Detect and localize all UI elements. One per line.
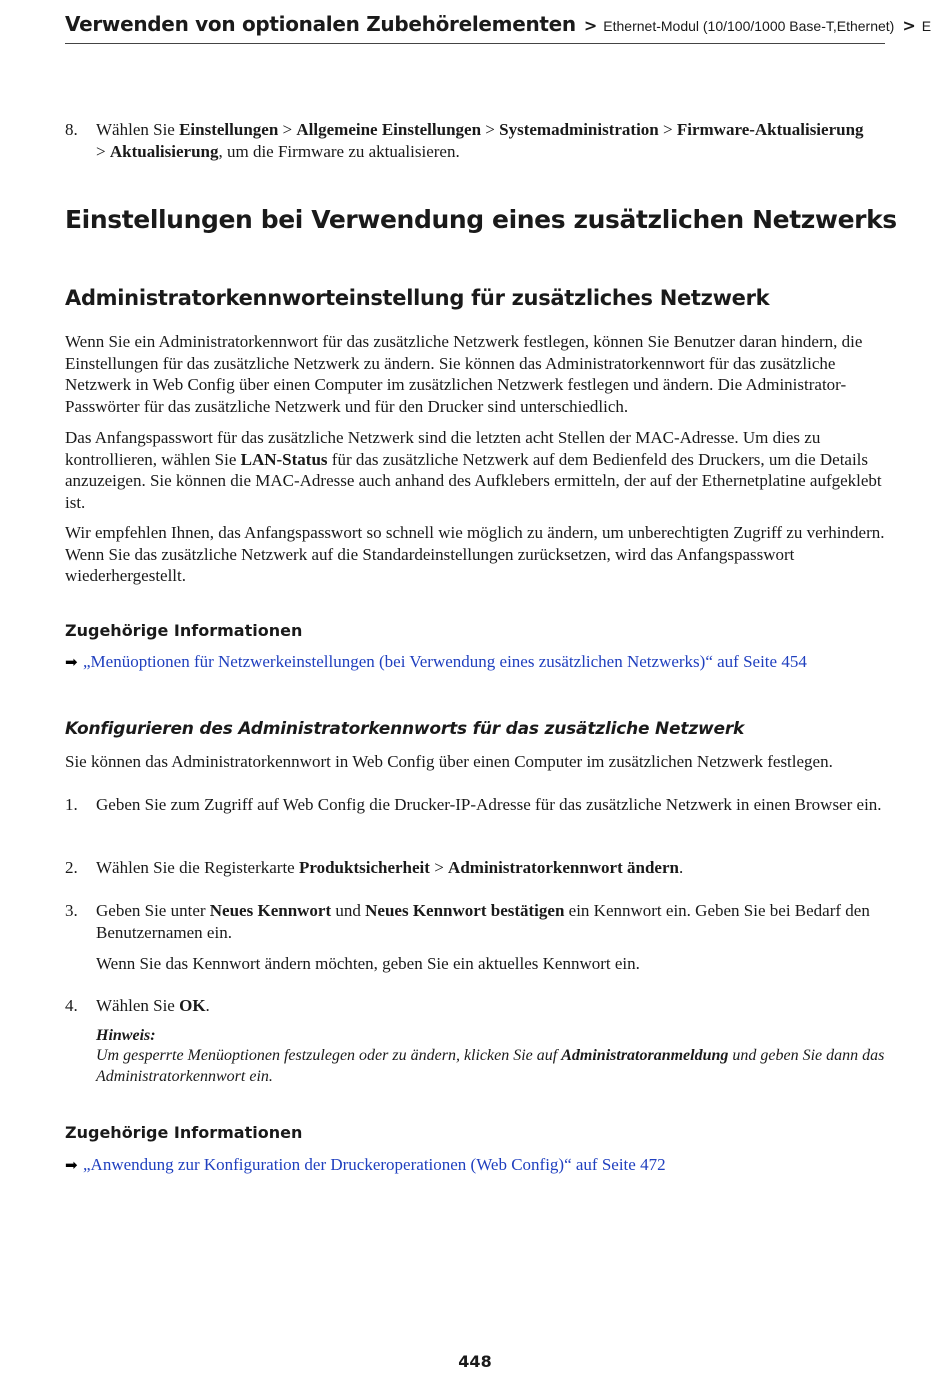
step-text xyxy=(96,995,885,1017)
field-name: Neues Kennwort xyxy=(209,901,332,920)
text: > xyxy=(278,120,297,139)
menu-path: Aktualisierung xyxy=(109,141,219,161)
step-number: 4. xyxy=(65,996,78,1015)
text: > xyxy=(429,858,449,877)
related-info-heading: Zugehörige Informationen xyxy=(65,621,303,640)
related-info-heading: Zugehörige Informationen xyxy=(65,1123,303,1142)
text: > xyxy=(96,141,110,161)
subsection-title: Administratorkennworteinstellung für zusätzliches Netzwerk xyxy=(65,286,770,310)
page-number: 448 xyxy=(458,1352,492,1371)
text: > xyxy=(658,120,677,139)
step-4 xyxy=(65,995,885,1017)
step-number: 8. xyxy=(65,120,78,139)
step-text xyxy=(96,857,885,879)
breadcrumb-separator: > xyxy=(583,16,598,35)
text: ein Kennwort ein. Geben Sie bei Bedarf den Benutzernamen ein. xyxy=(96,901,870,942)
breadcrumb-item[interactable]: Ethernet-Modul (10/100/1000 Base-T,Ethernet) xyxy=(603,18,895,34)
text: . xyxy=(205,996,210,1015)
running-header xyxy=(65,12,932,44)
step-text xyxy=(96,119,885,162)
step-8 xyxy=(65,119,885,163)
text: Wählen Sie xyxy=(96,996,180,1015)
paragraph: Wir empfehlen Ihnen, das Anfangspasswort so schnell wie möglich zu ändern, um unberechtigten Zugriff zu verhindern. Wenn Sie das zusätzliche Netzwerk auf die Standardeinstellungen zurücksetzen, wird das Anfangspasswort wiederhergestellt. xyxy=(65,523,885,585)
header-title: Verwenden von optionalen Zubehörelementen xyxy=(65,12,576,36)
text: und geben Sie dann das Administratorkennwort ein. xyxy=(96,1047,885,1085)
text: für das zusätzliche Netzwerk auf dem Bedienfeld des Druckers, um die Details anzuzeigen. Sie können die MAC-Adresse auch anhand des Aufklebers ermitteln, der auf der Ethernetplatine aufgeklebt ist. xyxy=(65,449,882,512)
field-name: Neues Kennwort bestätigen xyxy=(365,901,565,920)
paragraph: Sie können das Administratorkennwort in Web Config über einen Computer im zusätzlichen Netzwerk festlegen. xyxy=(65,752,833,771)
menu-path: Administratorkennwort ändern xyxy=(448,858,679,877)
section-title: Einstellungen bei Verwendung eines zusätzlichen Netzwerks xyxy=(65,205,897,234)
step-number: 1. xyxy=(65,795,78,814)
menu-path: Produktsicherheit xyxy=(298,858,430,877)
text: > xyxy=(481,120,500,139)
step-text: Geben Sie zum Zugriff auf Web Config die Drucker-IP-Adresse für das zusätzliche Netzwerk in einen Browser ein. xyxy=(96,795,882,814)
text: Wählen Sie xyxy=(96,120,180,139)
related-link[interactable]: „Anwendung zur Konfiguration der Druckeroperationen (Web Config)“ auf Seite 472 xyxy=(83,1155,666,1174)
related-link[interactable]: „Menüoptionen für Netzwerkeinstellungen (bei Verwendung eines zusätzlichen Netzwerks)“ auf Seite 454 xyxy=(83,652,807,671)
arrow-right-icon: ➡ xyxy=(65,653,78,671)
arrow-right-icon: ➡ xyxy=(65,1156,78,1174)
step-subtext: Wenn Sie das Kennwort ändern möchten, geben Sie ein aktuelles Kennwort ein. xyxy=(96,954,640,973)
menu-path: Allgemeine Einstellungen xyxy=(296,120,482,139)
menu-path: Einstellungen xyxy=(179,120,279,139)
text: , um die Firmware zu aktualisieren. xyxy=(218,141,460,161)
menu-path: Administratoranmeldung xyxy=(561,1047,729,1064)
step-1 xyxy=(65,794,885,838)
step-2 xyxy=(65,857,885,879)
paragraph: Wenn Sie ein Administratorkennwort für das zusätzliche Netzwerk festlegen, können Sie Benutzer daran hindern, die Einstellungen für das zusätzliche Netzwerk zu ändern. Sie können das Administratorkennwort für das zusätzliche Netzwerk in Web Config über einen Computer im zusätzlichen Netzwerk festlegen und ändern. Die Administrator-Passwörter für das zusätzliche Netzwerk und für den Drucker sind unterschiedlich. xyxy=(65,332,863,416)
text: . xyxy=(678,858,684,877)
breadcrumb-item[interactable]: E xyxy=(921,18,932,34)
paragraph xyxy=(65,427,885,513)
step-number: 3. xyxy=(65,901,78,920)
related-link-row xyxy=(65,651,885,673)
step-text xyxy=(96,900,885,943)
step-3 xyxy=(65,900,885,980)
menu-path: Systemadministration xyxy=(499,120,659,139)
text: und xyxy=(331,901,366,920)
subsection-title: Konfigurieren des Administratorkennworts für das zusätzliche Netzwerk xyxy=(65,719,745,739)
related-link-row xyxy=(65,1154,885,1176)
note-label: Hinweis: xyxy=(96,1027,156,1044)
step-number: 2. xyxy=(65,858,78,877)
menu-path: Firmware-Aktualisierung xyxy=(676,120,864,139)
button-name: OK xyxy=(179,996,206,1015)
text: Wählen Sie die Registerkarte xyxy=(96,858,299,877)
text: Das Anfangspasswort für das zusätzliche Netzwerk sind die letzten acht Stellen der MAC-Adresse. Um dies zu kontrollieren, wählen Sie xyxy=(65,428,821,469)
note xyxy=(96,1027,885,1087)
note-text xyxy=(96,1045,885,1087)
breadcrumb-separator: > xyxy=(902,16,916,35)
text: Geben Sie unter xyxy=(96,901,210,920)
menu-path: LAN-Status xyxy=(240,449,328,469)
text: Um gesperrte Menüoptionen festzulegen oder zu ändern, klicken Sie auf xyxy=(96,1047,562,1064)
